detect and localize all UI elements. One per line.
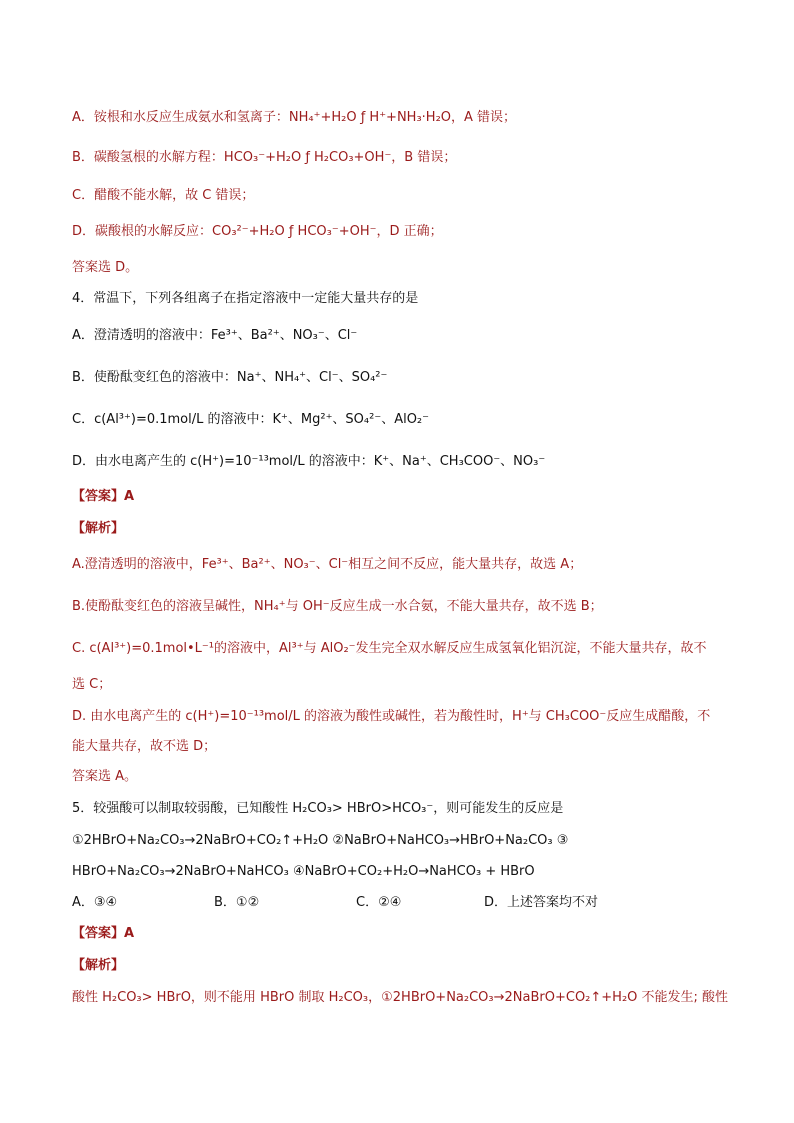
question-5-reactions-1: ①2HBrO+Na₂CO₃→2NaBrO+CO₂↑+H₂O ②NaBrO+NaHCO₃→HBrO+Na₂CO₃ ③ (72, 833, 569, 848)
question-4-analysis-heading: 【解析】 (72, 521, 125, 536)
question-5-options (72, 893, 726, 913)
question-4-analysis-c: C. c(Al³⁺)=0.1mol•L⁻¹的溶液中，Al³⁺与 AlO₂⁻发生完全双水解反应生成氢氧化铝沉淀，不能大量共存，故不 (72, 641, 707, 656)
question-4-answer: 【答案】A (72, 489, 135, 504)
question-4-analysis-a: A.澄清透明的溶液中，Fe³⁺、Ba²⁺、NO₃⁻、Cl⁻相互之间不反应，能大量共存，故选 A； (72, 557, 583, 572)
question-4-analysis-b: B.使酚酞变红色的溶液呈碱性，NH₄⁺与 OH⁻反应生成一水合氨，不能大量共存，故不选 B； (72, 599, 603, 614)
question-5-reactions-2: HBrO+Na₂CO₃→2NaBrO+NaHCO₃ ④NaBrO+CO₂+H₂O→NaHCO₃ + HBrO (72, 864, 535, 879)
question-4-option-d: D．由水电离产生的 c(H⁺)=10⁻¹³mol/L 的溶液中：K⁺、Na⁺、CH₃COO⁻、NO₃⁻ (72, 454, 546, 469)
question-5-option-b: B．①② (214, 895, 260, 910)
analysis-line-b: B．碳酸氢根的水解方程：HCO₃⁻+H₂O ƒ H₂CO₃+OH⁻，B 错误； (72, 150, 457, 165)
question-4-option-a: A．澄清透明的溶液中：Fe³⁺、Ba²⁺、NO₃⁻、Cl⁻ (72, 328, 358, 343)
question-4-analysis-c-cont: 选 C； (72, 677, 112, 692)
question-4-option-c: C．c(Al³⁺)=0.1mol/L 的溶液中：K⁺、Mg²⁺、SO₄²⁻、AlO₂⁻ (72, 412, 430, 427)
question-5-option-c: C．②④ (356, 895, 402, 910)
question-4-conclusion: 答案选 A。 (72, 769, 138, 784)
question-4-analysis-d-cont: 能大量共存，故不选 D； (72, 739, 217, 754)
analysis-line-d: D．碳酸根的水解反应：CO₃²⁻+H₂O ƒ HCO₃⁻+OH⁻，D 正确； (72, 224, 443, 239)
analysis-line-c: C．醋酸不能水解，故 C 错误； (72, 188, 255, 203)
question-4-option-b: B．使酚酞变红色的溶液中：Na⁺、NH₄⁺、Cl⁻、SO₄²⁻ (72, 370, 388, 385)
question-5-stem: 5．较强酸可以制取较弱酸，已知酸性 H₂CO₃> HBrO>HCO₃⁻，则可能发生的反应是 (72, 801, 564, 816)
question-5-answer: 【答案】A (72, 926, 135, 941)
answer-conclusion: 答案选 D。 (72, 260, 139, 275)
question-4-stem: 4．常温下，下列各组离子在指定溶液中一定能大量共存的是 (72, 291, 419, 306)
question-5-option-d: D．上述答案均不对 (484, 895, 599, 910)
analysis-line-a: A．铵根和水反应生成氨水和氢离子：NH₄⁺+H₂O ƒ H⁺+NH₃·H₂O，A 错误； (72, 110, 517, 125)
question-5-option-a: A．③④ (72, 895, 118, 910)
question-5-analysis-heading: 【解析】 (72, 958, 125, 973)
question-4-analysis-d: D. 由水电离产生的 c(H⁺)=10⁻¹³mol/L 的溶液为酸性或碱性，若为酸性时，H⁺与 CH₃COO⁻反应生成醋酸，不 (72, 709, 711, 724)
question-5-analysis-1: 酸性 H₂CO₃> HBrO，则不能用 HBrO 制取 H₂CO₃，①2HBrO+Na₂CO₃→2NaBrO+CO₂↑+H₂O 不能发生; 酸性 (72, 990, 729, 1005)
